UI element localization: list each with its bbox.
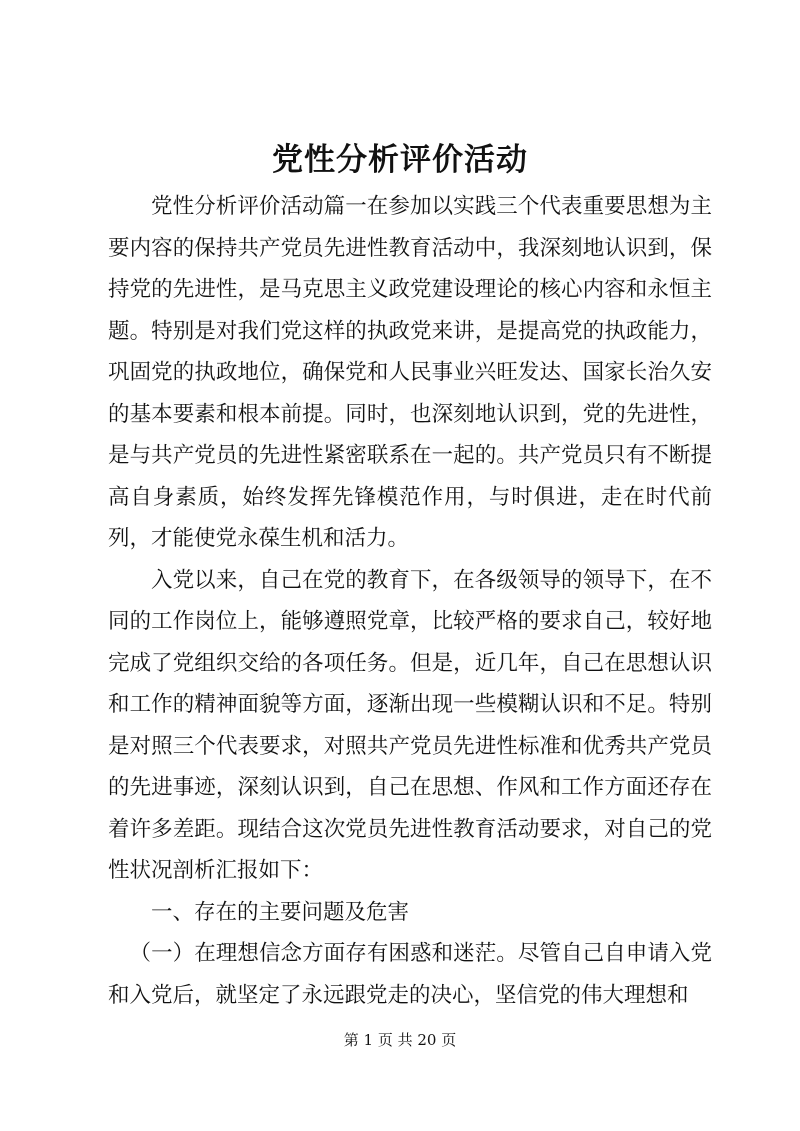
paragraph-subsection-1: （一）在理想信念方面存有困惑和迷茫。尽管自己自申请入党和入党后，就坚定了永远跟党走的决心，坚信党的伟大理想和: [108, 941, 712, 1008]
section-heading-problems: 一、存在的主要问题及危害: [151, 899, 410, 925]
paragraph-intro: 党性分析评价活动篇一在参加以实践三个代表重要思想为主要内容的保持共产党员先进性教育活动中，我深刻地认识到，保持党的先进性，是马克思主义政党建设理论的核心内容和永恒主题。特别是对我们党这样的执政党来讲，是提高党的执政能力，巩固党的执政地位，确保党和人民事业兴旺发达、国家长治久安的基本要素和根本前提。同时，也深刻地认识到，党的先进性，是与共产党员的先进性紧密联系在一起的。共产党员只有不断提高自身素质，始终发挥先锋模范作用，与时俱进，走在时代前列，才能使党永葆生机和活力。: [108, 194, 712, 551]
page-footer: 第 1 页 共 20 页: [343, 1031, 457, 1049]
document-body: [108, 186, 712, 1016]
paragraph-self-review: 入党以来，自己在党的教育下，在各级领导的领导下，在不同的工作岗位上，能够遵照党章，比较严格的要求自己，较好地完成了党组织交给的各项任务。但是，近几年，自己在思想认识和工作的精神面貌等方面，逐渐出现一些模糊认识和不足。特别是对照三个代表要求，对照共产党员先进性标准和优秀共产党员的先进事迹，深刻认识到，自己在思想、作风和工作方面还存在着许多差距。现结合这次党员先进性教育活动要求，对自己的党性状况剖析汇报如下：: [108, 567, 712, 883]
document-title: 党性分析评价活动: [272, 142, 528, 178]
